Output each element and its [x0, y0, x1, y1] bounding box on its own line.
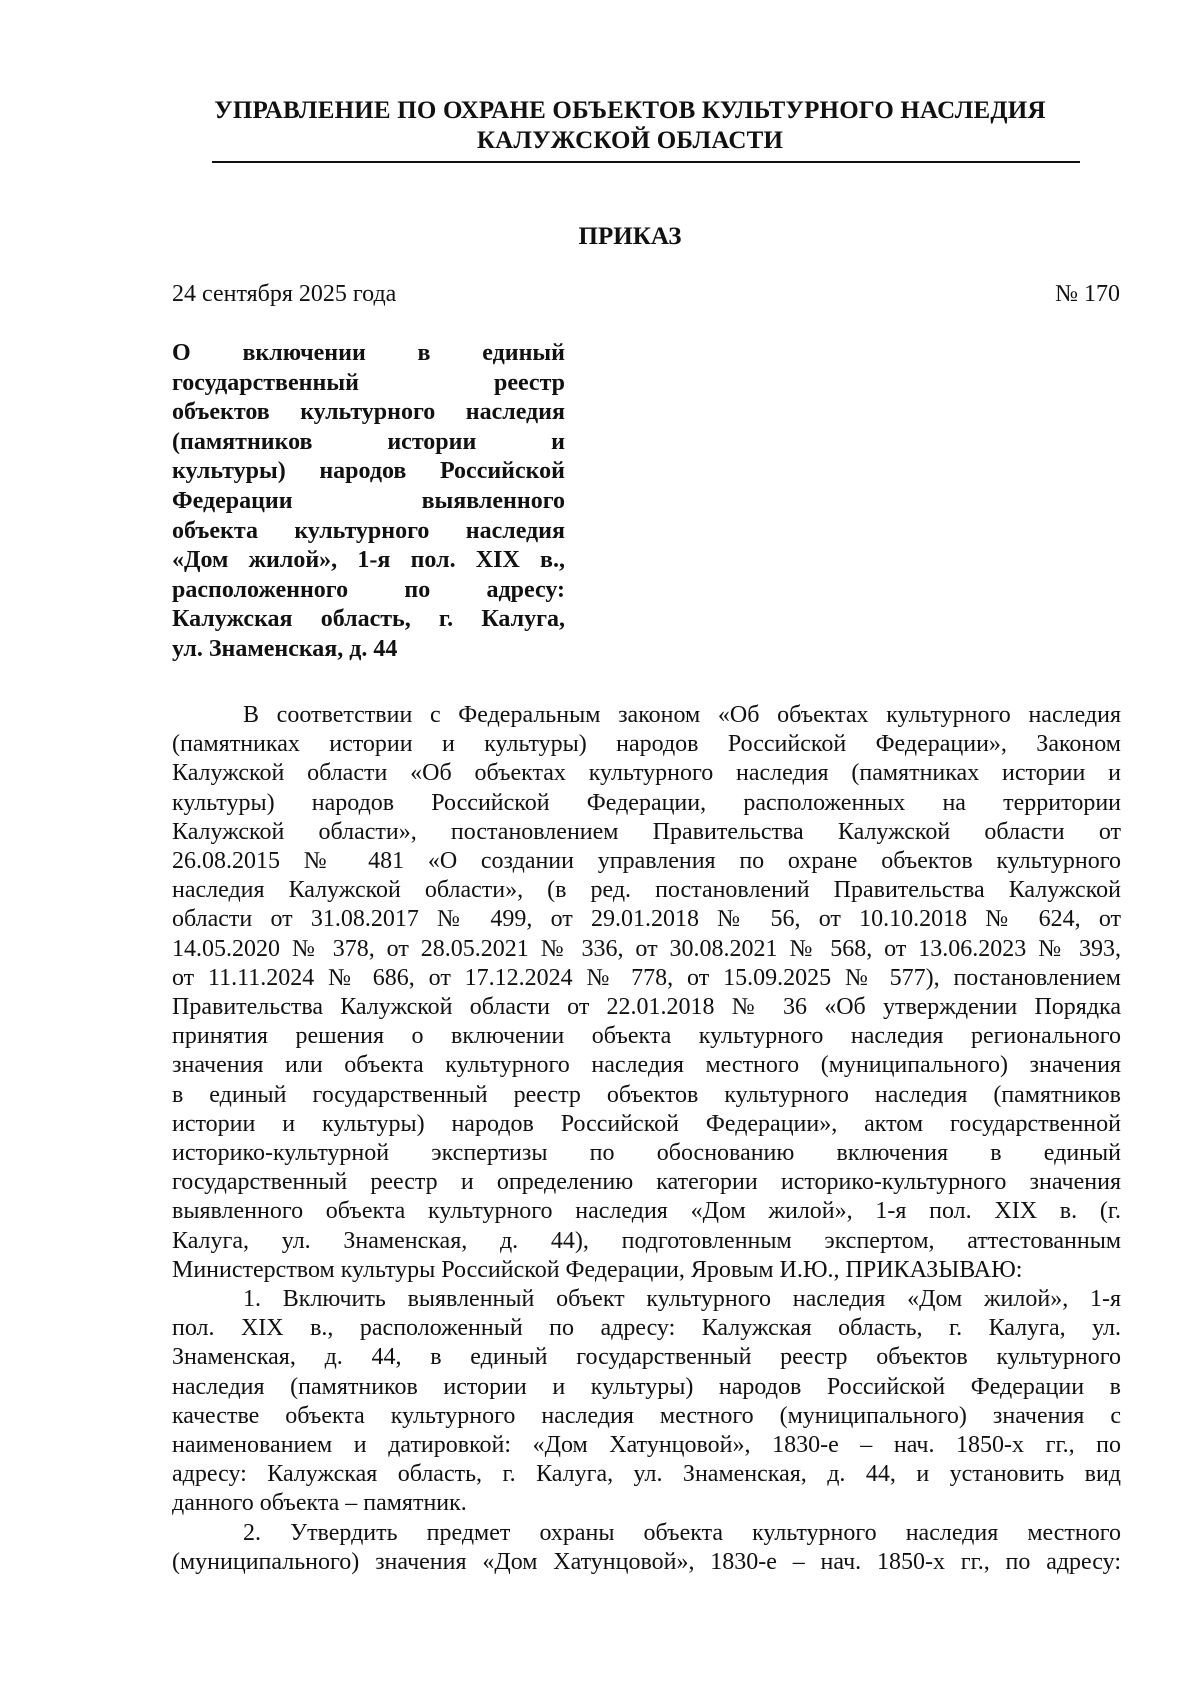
- body-line: Калужской области «Об объектах культурного наследия (памятниках истории и: [172, 760, 1121, 787]
- body-line: в единый государственный реестр объектов культурного наследия (памятников: [172, 1081, 1121, 1108]
- body-line: Знаменская, д. 44, в единый государственный реестр объектов культурного: [172, 1344, 1121, 1371]
- document-date: 24 сентября 2025 года: [172, 281, 397, 307]
- subject-line: О включении в единый: [172, 340, 565, 366]
- subject-line: (памятников истории и: [172, 428, 565, 455]
- body-line: Калуга, ул. Знаменская, д. 44), подготовленным экспертом, аттестованным: [172, 1227, 1121, 1254]
- body-line: (памятниках истории и культуры) народов Российской Федерации», Законом: [172, 731, 1121, 758]
- document-type-title: ПРИКАЗ: [578, 223, 682, 250]
- organization-name-line-1: УПРАВЛЕНИЕ ПО ОХРАНЕ ОБЪЕКТОВ КУЛЬТУРНОГО НАСЛЕДИЯ: [214, 97, 1046, 124]
- body-line: (муниципального) значения «Дом Хатунцовой», 1830-е – нач. 1850-х гг., по адресу:: [172, 1548, 1121, 1575]
- body-line: наследия (памятников истории и культуры) народов Российской Федерации в: [172, 1373, 1121, 1400]
- body-line: культуры) народов Российской Федерации, расположенных на территории: [172, 789, 1121, 816]
- organization-header: [170, 96, 1090, 156]
- body-line: Министерством культуры Российской Федерации, Яровым И.Ю., ПРИКАЗЫВАЮ:: [172, 1256, 1023, 1283]
- body-line: значения или объекта культурного наследия местного (муниципального) значения: [172, 1052, 1121, 1079]
- organization-name-line-2: КАЛУЖСКОЙ ОБЛАСТИ: [476, 127, 784, 154]
- subject-line: объектов культурного наследия: [172, 399, 565, 426]
- body-line: Калужской области», постановлением Правительства Калужской области от: [172, 818, 1121, 845]
- body-line: от 11.11.2024 № 686, от 17.12.2024 № 778, от 15.09.2025 № 577), постановлением: [172, 964, 1121, 991]
- body-line: области от 31.08.2017 № 499, от 29.01.2018 № 56, от 10.10.2018 № 624, от: [172, 906, 1121, 933]
- body-line: пол. XIX в., расположенный по адресу: Калужская область, г. Калуга, ул.: [172, 1315, 1121, 1342]
- subject-line: «Дом жилой», 1-я пол. XIX в.,: [172, 547, 565, 574]
- body-line: принятия решения о включении объекта культурного наследия регионального: [172, 1023, 1121, 1050]
- order-subject: [172, 339, 565, 665]
- body-line: историко-культурной экспертизы по обоснованию включения в единый: [172, 1140, 1121, 1167]
- body-line: Правительства Калужской области от 22.01.2018 № 36 «Об утверждении Порядка: [172, 994, 1121, 1021]
- body-line: В соответствии с Федеральным законом «Об объектах культурного наследия: [243, 702, 1121, 728]
- body-line: 26.08.2015 № 481 «О создании управления по охране объектов культурного: [172, 848, 1121, 875]
- subject-line: культуры) народов Российской: [172, 458, 565, 485]
- subject-line: объекта культурного наследия: [172, 517, 565, 544]
- body-line: наименованием и датировкой: «Дом Хатунцовой», 1830-е – нач. 1850-х гг., по: [172, 1432, 1121, 1459]
- body-line: 14.05.2020 № 378, от 28.05.2021 № 336, от 30.08.2021 № 568, от 13.06.2023 № 393,: [172, 935, 1121, 962]
- body-line: 1. Включить выявленный объект культурного наследия «Дом жилой», 1-я: [243, 1286, 1121, 1313]
- body-line: 2. Утвердить предмет охраны объекта культурного наследия местного: [243, 1519, 1121, 1546]
- body-line: выявленного объекта культурного наследия «Дом жилой», 1-я пол. XIX в. (г.: [172, 1198, 1121, 1225]
- header-underline: [212, 161, 1080, 163]
- order-body: [172, 701, 1121, 1577]
- body-line: адресу: Калужская область, г. Калуга, ул. Знаменская, д. 44, и установить вид: [172, 1461, 1121, 1488]
- body-line: качестве объекта культурного наследия местного (муниципального) значения с: [172, 1402, 1121, 1429]
- subject-line: государственный реестр: [172, 369, 565, 396]
- body-line: данного объекта – памятник.: [172, 1490, 467, 1517]
- subject-line: Федерации выявленного: [172, 487, 565, 514]
- body-line: государственный реестр и определению категории историко-культурного значения: [172, 1169, 1121, 1196]
- document-number: № 170: [1055, 281, 1120, 307]
- subject-line: Калужская область, г. Калуга,: [172, 606, 565, 633]
- body-line: наследия Калужской области», (в ред. постановлений Правительства Калужской: [172, 877, 1121, 904]
- subject-line: расположенного по адресу:: [172, 576, 565, 603]
- body-line: истории и культуры) народов Российской Федерации», актом государственной: [172, 1110, 1121, 1137]
- subject-line: ул. Знаменская, д. 44: [172, 635, 398, 662]
